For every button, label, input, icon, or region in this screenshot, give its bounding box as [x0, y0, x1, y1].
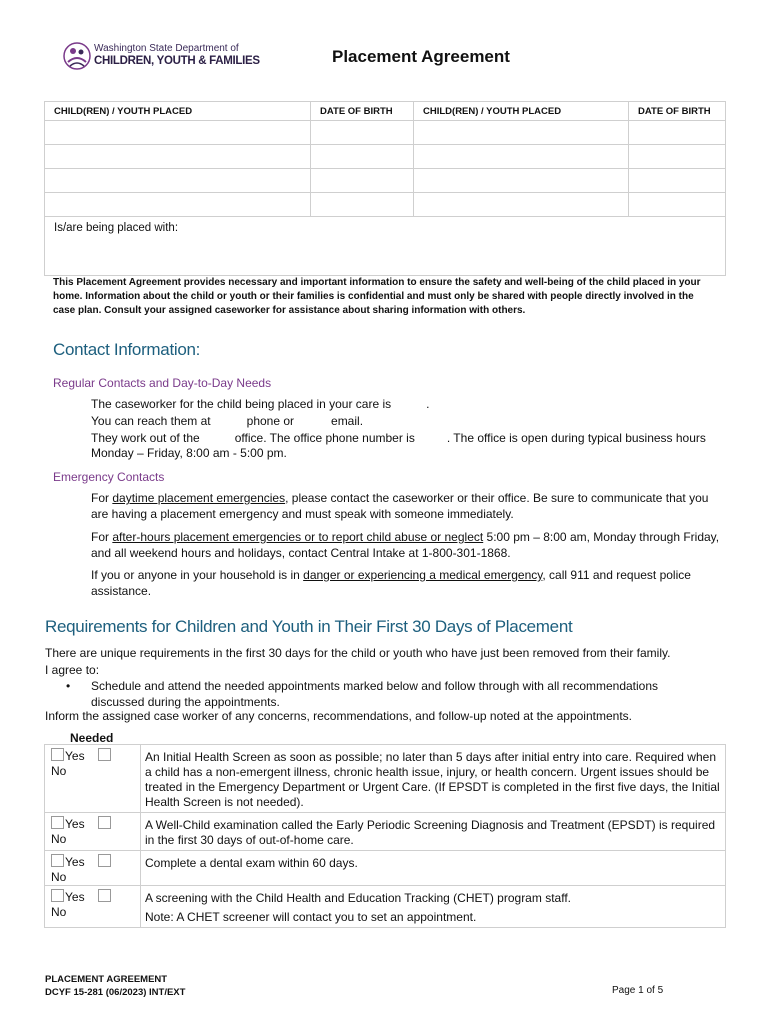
daytime-emergency-lead: For — [91, 491, 113, 505]
after-hours-link: after-hours placement emergencies or to report child abuse or neglect — [112, 530, 484, 544]
after-hours-lead: For — [91, 530, 113, 544]
dob-field[interactable] — [311, 145, 414, 169]
medical-emergency-lead: If you or anyone in your household is in — [91, 568, 304, 582]
medical-emergency-link: danger or experiencing a medical emergency — [303, 568, 543, 582]
yes-label: Yes — [65, 817, 85, 831]
caseworker-line — [91, 396, 430, 412]
child-name-field[interactable] — [414, 121, 629, 145]
footer-form-info — [45, 973, 185, 999]
inform-paragraph: Inform the assigned case worker of any concerns, recommendations, and follow-up noted at the appointments. — [45, 709, 632, 723]
table-row — [45, 851, 726, 886]
table-row — [45, 886, 726, 928]
requirement-text: Complete a dental exam within 60 days. — [141, 851, 726, 886]
needed-cell — [45, 813, 141, 851]
child-name-field[interactable] — [414, 169, 629, 193]
requirement-text: A screening with the Child Health and Education Tracking (CHET) program staff. — [145, 891, 571, 905]
daytime-emergency-link: daytime placement emergencies — [112, 491, 286, 505]
table-row — [45, 169, 726, 193]
col-child-placed-2: CHILD(REN) / YOUTH PLACED — [414, 102, 629, 121]
placed-with-field[interactable] — [45, 217, 726, 276]
requirement-cell — [141, 886, 726, 928]
dob-field[interactable] — [629, 169, 726, 193]
reach-text: You can reach them at — [91, 414, 211, 428]
child-name-field[interactable] — [45, 169, 311, 193]
requirement-note: Note: A CHET screener will contact you to set an appointment. — [145, 910, 477, 924]
no-checkbox[interactable] — [98, 816, 111, 829]
no-label: No — [51, 870, 67, 884]
no-label: No — [51, 832, 67, 846]
dob-field[interactable] — [629, 193, 726, 217]
dob-field[interactable] — [311, 193, 414, 217]
child-name-field[interactable] — [414, 193, 629, 217]
col-child-placed-1: CHILD(REN) / YOUTH PLACED — [45, 102, 311, 121]
contact-heading: Contact Information: — [53, 340, 201, 359]
child-name-field[interactable] — [45, 121, 311, 145]
emergency-contacts-heading: Emergency Contacts — [53, 470, 165, 484]
yes-label: Yes — [65, 855, 85, 869]
bullet-icon: • — [66, 679, 71, 693]
needed-cell — [45, 886, 141, 928]
yes-checkbox[interactable] — [51, 748, 64, 761]
dcyf-logo-mark-icon — [62, 40, 92, 72]
requirements-table — [44, 744, 726, 928]
after-hours-paragraph — [91, 529, 721, 561]
no-checkbox[interactable] — [98, 889, 111, 902]
logo-line-1: Washington State Department of — [94, 43, 239, 54]
yes-checkbox[interactable] — [51, 854, 64, 867]
children-table — [44, 101, 726, 276]
page-number: Page 1 of 5 — [612, 985, 664, 996]
child-name-field[interactable] — [414, 145, 629, 169]
no-label: No — [51, 764, 67, 778]
office-line — [91, 430, 706, 446]
phone-or-text: phone or — [246, 414, 295, 428]
office-days: Monday – Friday, 8:00 am - 5:00 pm. — [91, 446, 287, 460]
table-row — [45, 193, 726, 217]
office-phone-text: office. The office phone number is — [234, 431, 415, 445]
medical-emergency-paragraph — [91, 567, 726, 599]
placed-with-label: Is/are being placed with: — [54, 222, 179, 234]
email-text: email. — [331, 414, 364, 428]
footer-form-id: DCYF 15-281 (06/2023) INT/EXT — [45, 987, 186, 998]
footer-form-name: PLACEMENT AGREEMENT — [45, 974, 168, 985]
needed-cell — [45, 745, 141, 813]
office-hours-text: . The office is open during typical business hours — [446, 431, 706, 445]
dob-field[interactable] — [629, 145, 726, 169]
child-name-field[interactable] — [45, 145, 311, 169]
dcyf-logo — [62, 40, 260, 74]
daytime-emergency-text: , please contact the caseworker or their office. Be sure to communicate that you are having a placement emergency and must speak with someone immediately. — [91, 491, 709, 521]
after-hours-text: 5:00 pm – 8:00 am, Monday through Friday, and all weekend hours and holidays, contact Central Intake at 1-800-301-1868. — [91, 530, 720, 560]
dob-field[interactable] — [311, 169, 414, 193]
medical-emergency-text: , call 911 and request police assistance. — [91, 568, 691, 598]
child-name-field[interactable] — [45, 193, 311, 217]
col-dob-1: DATE OF BIRTH — [311, 102, 414, 121]
no-checkbox[interactable] — [98, 748, 111, 761]
dob-field[interactable] — [311, 121, 414, 145]
regular-contacts-heading: Regular Contacts and Day-to-Day Needs — [53, 376, 272, 390]
agree-bullet: Schedule and attend the needed appointments marked below and follow through with all recommendations discussed during the appointments. — [91, 679, 659, 709]
table-row — [45, 121, 726, 145]
yes-checkbox[interactable] — [51, 816, 64, 829]
table-row — [45, 145, 726, 169]
agree-label: I agree to: — [45, 663, 100, 677]
intro-paragraph: This Placement Agreement provides necessary and important information to ensure the safety and well-being of the child placed in your home. Information about the child or youth or their families is confidential and must only be shared with people directly involved in the case plan. Consult your assigned caseworker for assistance about sharing information with others. — [53, 277, 701, 316]
logo-line-2: CHILDREN, YOUTH & FAMILIES — [94, 55, 260, 67]
no-label: No — [51, 905, 67, 919]
yes-label: Yes — [65, 890, 85, 904]
requirements-heading: Requirements for Children and Youth in Their First 30 Days of Placement — [45, 617, 573, 636]
caseworker-period: . — [426, 397, 430, 411]
requirement-text: A Well-Child examination called the Early Periodic Screening Diagnosis and Treatment (EPSDT) is required in the first 30 days of out-of-home care. — [141, 813, 726, 851]
reach-line — [91, 413, 363, 429]
table-row — [45, 745, 726, 813]
daytime-emergency-paragraph — [91, 490, 721, 522]
yes-checkbox[interactable] — [51, 889, 64, 902]
page-title: Placement Agreement — [332, 47, 510, 66]
needed-label: Needed — [70, 731, 114, 745]
office-text: They work out of the — [91, 431, 200, 445]
requirements-intro: There are unique requirements in the first 30 days for the child or youth who have just been removed from their family. — [45, 646, 671, 660]
requirement-text: An Initial Health Screen as soon as possible; no later than 5 days after initial entry into care. Required when a child has a non-emergent illness, chronic health issue, injury, or health concern. Urgent issues should be treated in the Emergency Department or Urgent Care. (If EPSDT is completed in the first five days, the Initial Health Screen is not needed). — [141, 745, 726, 813]
needed-cell — [45, 851, 141, 886]
yes-label: Yes — [65, 749, 85, 763]
dob-field[interactable] — [629, 121, 726, 145]
col-dob-2: DATE OF BIRTH — [629, 102, 726, 121]
table-row — [45, 813, 726, 851]
no-checkbox[interactable] — [98, 854, 111, 867]
children-table-header — [45, 102, 726, 121]
caseworker-text: The caseworker for the child being placed in your care is — [91, 397, 392, 411]
placed-with-row — [45, 217, 726, 276]
